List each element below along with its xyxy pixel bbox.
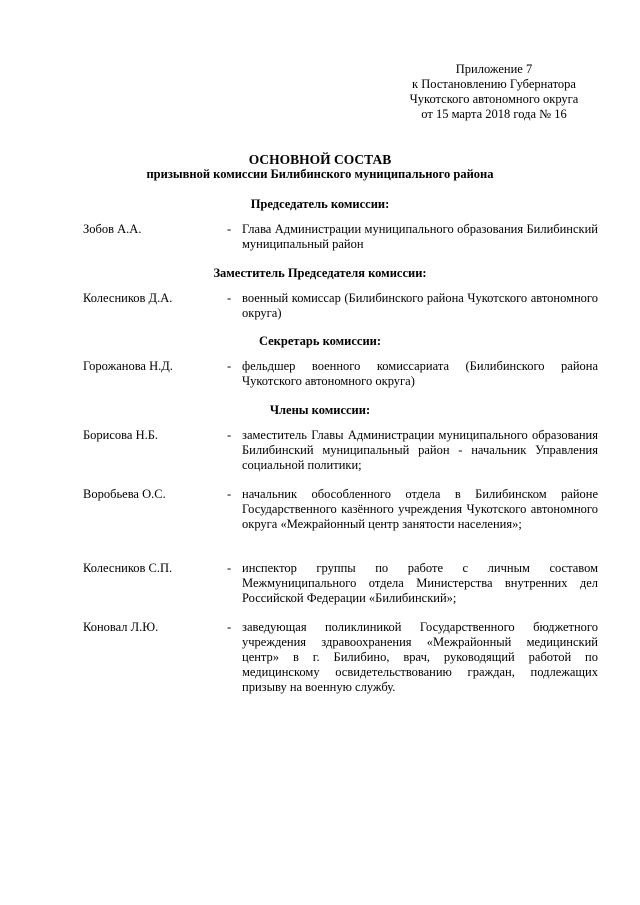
title-main: ОСНОВНОЙ СОСТАВ [248, 152, 392, 167]
entry-dash: - [227, 561, 232, 575]
attachment-region: Чукотского автономного округа [409, 92, 579, 106]
entry-dash: - [227, 487, 232, 501]
attachment-header [394, 62, 594, 122]
section-secretary: Секретарь комиссии: [258, 334, 382, 348]
entry-description: начальник обособленного отдела в Билибинском районе Государственного казённого учреждения Чукотского автономного округа «Межрайонный центр занятости населения»; [242, 487, 598, 531]
attachment-number: Приложение 7 [455, 62, 533, 76]
entry-dash: - [227, 620, 232, 634]
entry-dash: - [227, 291, 232, 305]
entry-description: заместитель Главы Администрации муниципального образования Билибинский муниципальный район - начальник Управления социальной политики; [242, 428, 598, 472]
attachment-resolution: к Постановлению Губернатора [412, 77, 576, 91]
title-sub: призывной комиссии Билибинского муниципального района [146, 167, 494, 181]
entry-description: Глава Администрации муниципального образования Билибинский муниципальный район [242, 222, 598, 251]
entry-name: Горожанова Н.Д. [83, 359, 173, 373]
entry-name: Воробьева О.С. [83, 487, 166, 501]
entry-description: инспектор группы по работе с личным составом Межмуниципального отдела Министерства внутренних дел Российской Федерации «Билибинский»; [242, 561, 598, 605]
entry-dash: - [227, 359, 232, 373]
entry-description: фельдшер военного комиссариата (Билибинского района Чукотского автономного округа) [242, 359, 598, 388]
entry-dash: - [227, 222, 232, 236]
entry-description: заведующая поликлиникой Государственного бюджетного учреждения здравоохранения «Межрайонный медицинский центр» в г. Билибино, врач, руководящий работой по медицинскому освидетельствованию граждан, подлежащих призыву на военную службу. [242, 620, 598, 694]
document-title [0, 152, 640, 182]
entry-name: Зобов А.А. [83, 222, 142, 236]
attachment-date: от 15 марта 2018 года № 16 [421, 107, 567, 121]
section-chairman: Председатель комиссии: [250, 197, 390, 211]
entry-name: Борисова Н.Б. [83, 428, 159, 442]
entry-dash: - [227, 428, 232, 442]
section-deputy: Заместитель Председателя комиссии: [213, 266, 427, 280]
entry-name: Колесников С.П. [83, 561, 173, 575]
entry-name: Колесников Д.А. [83, 291, 173, 305]
entry-name: Коновал Л.Ю. [83, 620, 159, 634]
entry-description: военный комиссар (Билибинского района Чукотского автономного округа) [242, 291, 598, 320]
section-members: Члены комиссии: [269, 403, 371, 417]
